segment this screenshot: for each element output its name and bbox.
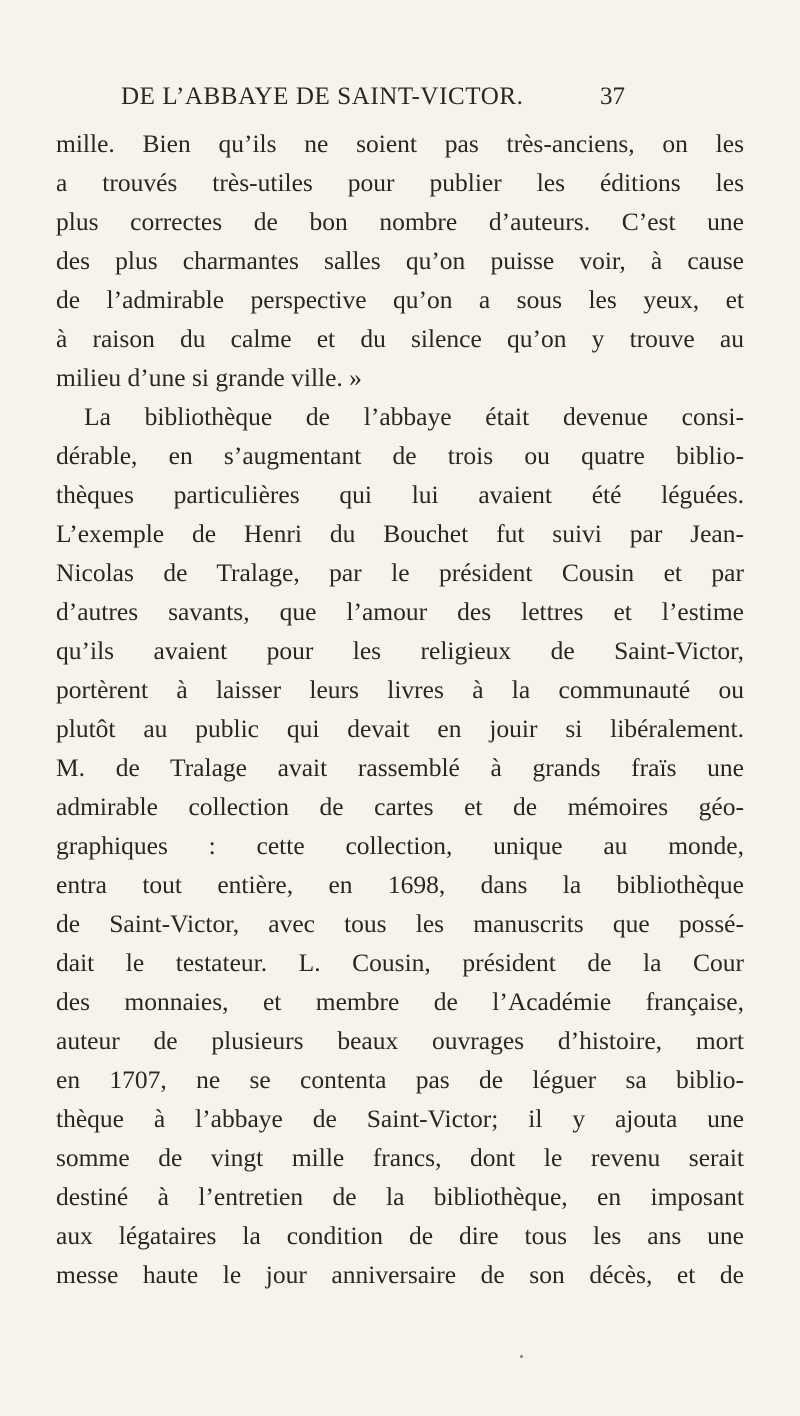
text-line: Nicolas de Tralage, par le président Cousin et par [56, 558, 744, 587]
text-line: admirable collection de cartes et de mémoires géo- [56, 792, 744, 821]
text-line: thèques particulières qui lui avaient été léguées. [56, 480, 744, 509]
text-line: des monnaies, et membre de l’Académie française, [56, 987, 744, 1016]
text-line: somme de vingt mille francs, dont le revenu serait [56, 1143, 744, 1172]
text-line: qu’ils avaient pour les religieux de Saint-Victor, [56, 636, 744, 665]
text-line: M. de Tralage avait rassemblé à grands fraïs une [56, 753, 744, 782]
running-title: DE L’ABBAYE DE SAINT-VICTOR. [121, 83, 524, 110]
text-line: portèrent à laisser leurs livres à la communauté ou [56, 675, 744, 704]
text-line: de l’admirable perspective qu’on a sous les yeux, et [56, 285, 744, 314]
paper-speck [520, 1355, 523, 1358]
text-line: La bibliothèque de l’abbaye était devenue consi- [84, 402, 744, 431]
page-header [0, 80, 800, 114]
text-line: de Saint-Victor, avec tous les manuscrits que possé- [56, 909, 744, 938]
text-line: graphiques : cette collection, unique au monde, [56, 831, 744, 860]
text-line: entra tout entière, en 1698, dans la bibliothèque [56, 870, 744, 899]
text-line: milieu d’une si grande ville. » [56, 363, 362, 392]
text-line: L’exemple de Henri du Bouchet fut suivi par Jean- [56, 519, 744, 548]
text-line: thèque à l’abbaye de Saint-Victor; il y ajouta une [56, 1104, 744, 1133]
text-line: plutôt au public qui devait en jouir si libéralement. [56, 714, 744, 743]
text-line: a trouvés très-utiles pour publier les éditions les [56, 168, 744, 197]
text-line: des plus charmantes salles qu’on puisse voir, à cause [56, 246, 744, 275]
text-line: destiné à l’entretien de la bibliothèque, en imposant [56, 1182, 744, 1211]
text-line: plus correctes de bon nombre d’auteurs. C’est une [56, 207, 744, 236]
text-line: messe haute le jour anniversaire de son décès, et de [56, 1260, 744, 1289]
text-line: en 1707, ne se contenta pas de léguer sa biblio- [56, 1065, 744, 1094]
text-line: aux légataires la condition de dire tous les ans une [56, 1221, 744, 1250]
text-line: d’autres savants, que l’amour des lettres et l’estime [56, 597, 744, 626]
body-text [56, 124, 744, 1294]
page-number: 37 [600, 83, 625, 110]
text-line: dait le testateur. L. Cousin, président de la Cour [56, 948, 744, 977]
text-line: auteur de plusieurs beaux ouvrages d’histoire, mort [56, 1026, 744, 1055]
text-line: mille. Bien qu’ils ne soient pas très-anciens, on les [56, 129, 744, 158]
text-line: dérable, en s’augmentant de trois ou quatre biblio- [56, 441, 744, 470]
text-line: à raison du calme et du silence qu’on y trouve au [56, 324, 744, 353]
